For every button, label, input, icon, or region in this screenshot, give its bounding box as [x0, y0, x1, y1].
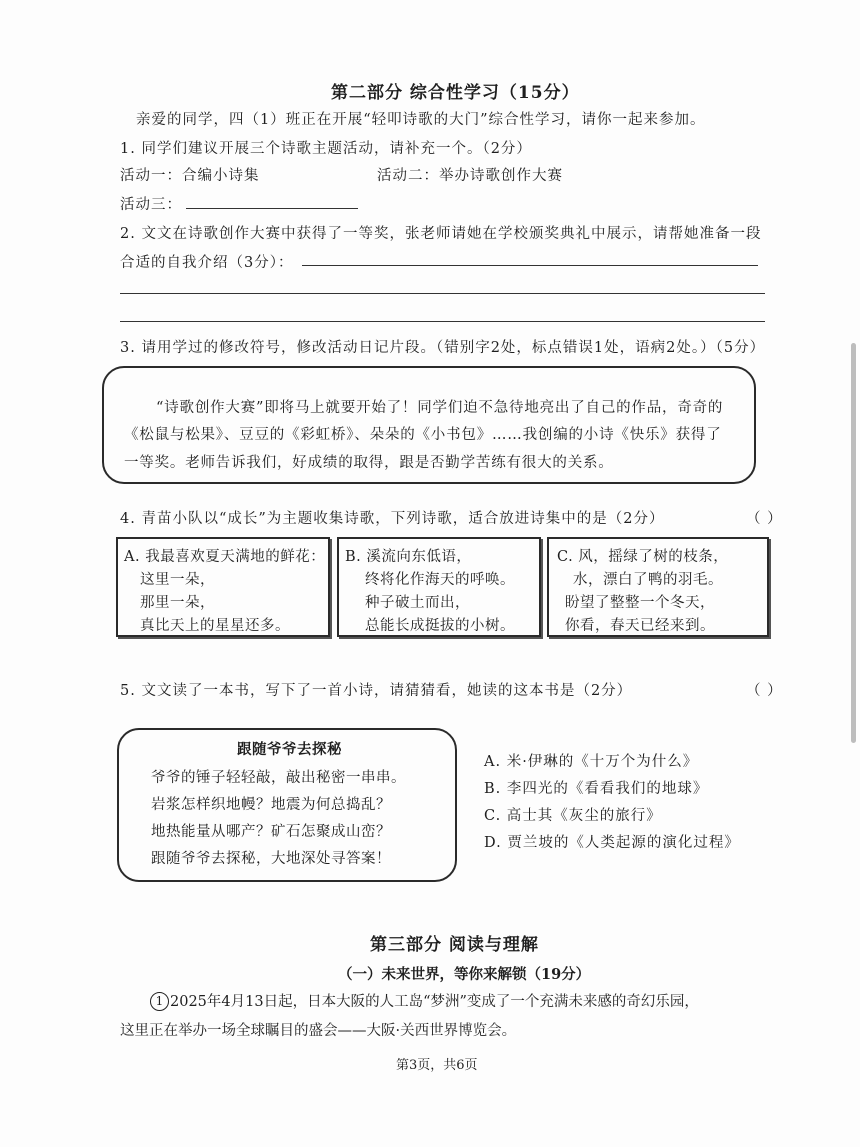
option-line: 真比天上的星星还多。: [140, 618, 290, 634]
part3-title: 第三部分 阅读与理解: [370, 935, 539, 955]
option-line: 总能长成挺拔的小树。: [365, 618, 515, 634]
option-line: A. 我最喜欢夏天满地的鲜花：: [124, 549, 326, 565]
option-line: C. 风，摇绿了树的枝条，: [557, 549, 729, 565]
poem-line: 爷爷的锤子轻轻敲，敲出秘密一串串。: [151, 770, 406, 786]
q2-stem-line2: 合适的自我介绍（3分）：: [120, 255, 294, 271]
poem-line: 岩浆怎样织地幔？地震为何总捣乱？: [151, 797, 391, 813]
q5-stem: 5. 文文读了一本书，写下了一首小诗，请猜猜看，她读的这本书是（2分）: [120, 683, 633, 699]
diary-line: “诗歌创作大赛”即将马上就要开始了！同学们迫不急待地亮出了自己的作品，奇奇的: [156, 400, 724, 416]
q1-activity-two: 活动二：举办诗歌创作大赛: [377, 168, 563, 184]
q2-stem-line1: 2. 文文在诗歌创作大赛中获得了一等奖，张老师请她在学校颁奖典礼中展示，请帮她准备一段: [120, 226, 762, 242]
q1-stem: 1. 同学们建议开展三个诗歌主题活动，请补充一个。（2分）: [120, 141, 532, 157]
poem-line: 跟随爷爷去探秘，大地深处寻答案！: [151, 851, 391, 867]
diary-line: 一等奖。老师告诉我们，好成绩的取得，跟是否勤学苦练有很大的关系。: [124, 455, 614, 471]
poem-title: 跟随爷爷去探秘: [237, 741, 342, 758]
part3-paragraph-line1: [150, 990, 699, 1011]
option-line: 种子破土而出，: [365, 595, 470, 611]
part2-intro: 亲爱的同学，四（1）班正在开展“轻叩诗歌的大门”综合性学习，请你一起来参加。: [136, 112, 706, 128]
part3-subtitle: （一）未来世界，等你来解锁（19分）: [338, 966, 591, 983]
poem-line: 地热能量从哪产？矿石怎聚成山峦？: [151, 824, 391, 840]
q5-answer-paren[interactable]: （ ）: [746, 683, 783, 699]
option-line: 那里一朵，: [140, 595, 215, 611]
q3-stem: 3. 请用学过的修改符号，修改活动日记片段。（错别字2处，标点错误1处，语病2处。）（5分）: [120, 340, 766, 356]
scrollbar-thumb[interactable]: [851, 343, 856, 743]
q2-answer-line-3[interactable]: [120, 321, 765, 322]
q4-option-b[interactable]: [337, 537, 541, 637]
q1-activity-three: 活动三：: [120, 197, 182, 213]
q1-activity-one: 活动一：合编小诗集: [120, 168, 260, 184]
option-line: 盼望了整整一个冬天，: [565, 595, 715, 611]
q4-answer-paren[interactable]: （ ）: [746, 511, 783, 527]
option-line: 水，漂白了鸭的羽毛。: [573, 572, 723, 588]
option-line: 这里一朵，: [140, 572, 215, 588]
part2-title: 第二部分 综合性学习（15分）: [331, 83, 580, 103]
q5-option-d[interactable]: D. 贾兰坡的《人类起源的演化过程》: [484, 835, 740, 851]
option-line: 终将化作海天的呼唤。: [365, 572, 515, 588]
page-footer: 第3页，共6页: [396, 1058, 478, 1073]
q5-option-a[interactable]: A. 米·伊琳的《十万个为什么》: [484, 754, 699, 770]
q4-stem: 4. 青苗小队以“成长”为主题收集诗歌，下列诗歌，适合放进诗集中的是（2分）: [120, 511, 665, 527]
q5-option-c[interactable]: C. 高士其《灰尘的旅行》: [484, 808, 662, 824]
q2-answer-line-1[interactable]: [302, 265, 758, 266]
q1-answer-line[interactable]: [186, 208, 358, 209]
diary-excerpt-box: [102, 366, 756, 484]
part3-paragraph-line2: 这里正在举办一场全球瞩目的盛会——大阪·关西世界博览会。: [120, 1023, 517, 1039]
option-line: 你看，春天已经来到。: [565, 618, 715, 634]
q5-option-b[interactable]: B. 李四光的《看看我们的地球》: [484, 781, 709, 797]
q4-option-a[interactable]: [116, 537, 330, 637]
q4-option-c[interactable]: [547, 537, 769, 637]
paragraph-text: 2025年4月13日起，日本大阪的人工岛“梦洲”变成了一个充满未来感的奇幻乐园，: [170, 994, 699, 1010]
q5-poem-box: [117, 728, 457, 882]
diary-line: 《松鼠与松果》、豆豆的《彩虹桥》、朵朵的《小书包》……我创编的小诗《快乐》获得了: [124, 427, 722, 443]
q2-answer-line-2[interactable]: [120, 293, 765, 294]
option-line: B. 溪流向东低语，: [345, 549, 472, 565]
paragraph-number-badge: 1: [150, 992, 169, 1011]
